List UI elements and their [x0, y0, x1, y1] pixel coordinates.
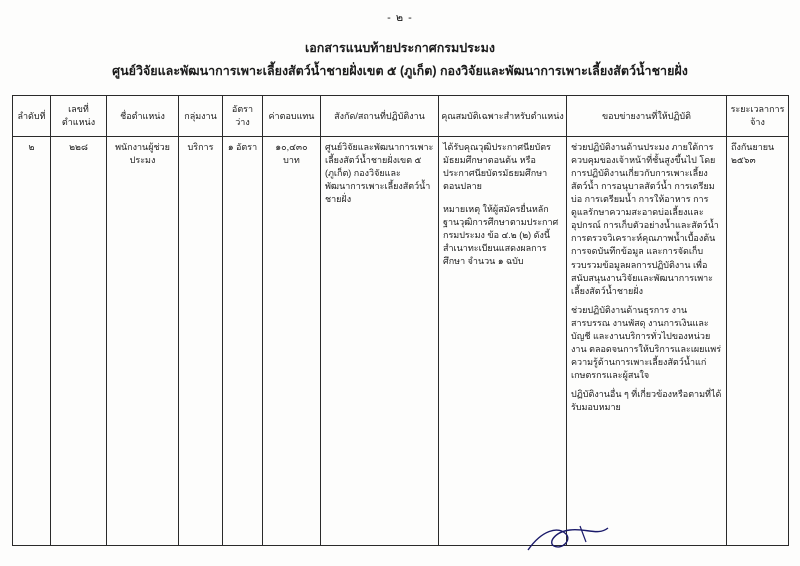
- cell-duration: ถึงกันยายน ๒๕๖๓: [727, 137, 789, 546]
- cell-duties: [567, 137, 727, 546]
- cell-group: บริการ: [179, 137, 223, 546]
- header-position-title: ชื่อตำแหน่ง: [107, 96, 179, 137]
- header-duties: ขอบข่ายงานที่ให้ปฏิบัติ: [567, 96, 727, 137]
- page-title: เอกสารแนบท้ายประกาศกรมประมง: [305, 41, 495, 55]
- header-position-number: เลขที่ตำแหน่ง: [51, 96, 107, 137]
- cell-index: ๒: [13, 137, 51, 546]
- workplace-text: ศูนย์วิจัยและพัฒนาการเพาะเลี้ยงสัตว์น้ำชายฝั่งเขต ๕ (ภูเก็ต) กองวิจัยและพัฒนาการเพาะเลี้ยงสัตว์น้ำชายฝั่ง: [325, 142, 434, 205]
- duty-text-2: ช่วยปฏิบัติงานด้านธุรการ งานสารบรรณ งานพัสดุ งานการเงินและบัญชี และงานบริการทั่วไปของหน่วยงาน ตลอดจนการให้บริการและเผยแพร่ความรู้ด้านการเพาะเลี้ยงสัตว์น้ำแก่เกษตรกรและผู้สนใจ: [571, 304, 722, 380]
- qualification-note: หมายเหตุ ให้ผู้สมัครยื่นหลักฐานวุฒิการศึกษาตามประกาศกรมประมง ข้อ ๔.๒ (๒) ดังนี้ สำเนาทะเบียนแสดงผลการศึกษา จำนวน ๑ ฉบับ: [443, 204, 559, 267]
- header-salary: ค่าตอบแทน: [263, 96, 321, 137]
- page-number: - ๒ -: [387, 12, 413, 24]
- header-duration: ระยะเวลาการจ้าง: [727, 96, 789, 137]
- position-table: [12, 95, 789, 546]
- cell-salary: ๑๐,๔๓๐ บาท: [263, 137, 321, 546]
- signature-mark: [520, 520, 640, 560]
- header-qualifications: คุณสมบัติเฉพาะสำหรับตำแหน่ง: [439, 96, 567, 137]
- header-index: ลำดับที่: [13, 96, 51, 137]
- cell-position-number: ๒๒๘: [51, 137, 107, 546]
- qualification-text: ได้รับคุณวุฒิประกาศนียบัตรมัธยมศึกษาตอนต้น หรือประกาศนียบัตรมัธยมศึกษาตอนปลาย: [443, 142, 551, 192]
- page-subtitle: ศูนย์วิจัยและพัฒนาการเพาะเลี้ยงสัตว์น้ำชายฝั่งเขต ๕ (ภูเก็ต) กองวิจัยและพัฒนาการเพาะเลี้ยงสัตว์น้ำชายฝั่ง: [112, 64, 688, 78]
- table-row: [13, 137, 789, 546]
- header-group: กลุ่มงาน: [179, 96, 223, 137]
- header-vacancies: อัตราว่าง: [223, 96, 263, 137]
- header-workplace: สังกัด/สถานที่ปฏิบัติงาน: [321, 96, 439, 137]
- duty-text-1: ช่วยปฏิบัติงานด้านประมง ภายใต้การควบคุมของเจ้าหน้าที่ชั้นสูงขึ้นไป โดยการปฏิบัติงานเกี่ยวกับการเพาะเลี้ยงสัตว์น้ำ การอนุบาลสัตว์น้ำ การเตรียมบ่อ การเตรียมน้ำ การให้อาหาร การดูแลรักษาความสะอาดบ่อเลี้ยงและอุปกรณ์ การเก็บตัวอย่างน้ำและสัตว์น้ำ การตรวจวิเคราะห์คุณภาพน้ำเบื้องต้น การจดบันทึกข้อมูล และการจัดเก็บรวบรวมข้อมูลผลการปฏิบัติงาน เพื่อสนับสนุนงานวิจัยและพัฒนาการเพาะเลี้ยงสัตว์น้ำชายฝั่ง: [571, 142, 719, 296]
- cell-workplace: [321, 137, 439, 546]
- duty-text-3: ปฏิบัติงานอื่น ๆ ที่เกี่ยวข้องหรือตามที่ได้รับมอบหมาย: [571, 388, 722, 412]
- cell-position-title: พนักงานผู้ช่วยประมง: [107, 137, 179, 546]
- cell-qualifications: [439, 137, 567, 546]
- cell-vacancies: ๑ อัตรา: [223, 137, 263, 546]
- table-header-row: [13, 96, 789, 137]
